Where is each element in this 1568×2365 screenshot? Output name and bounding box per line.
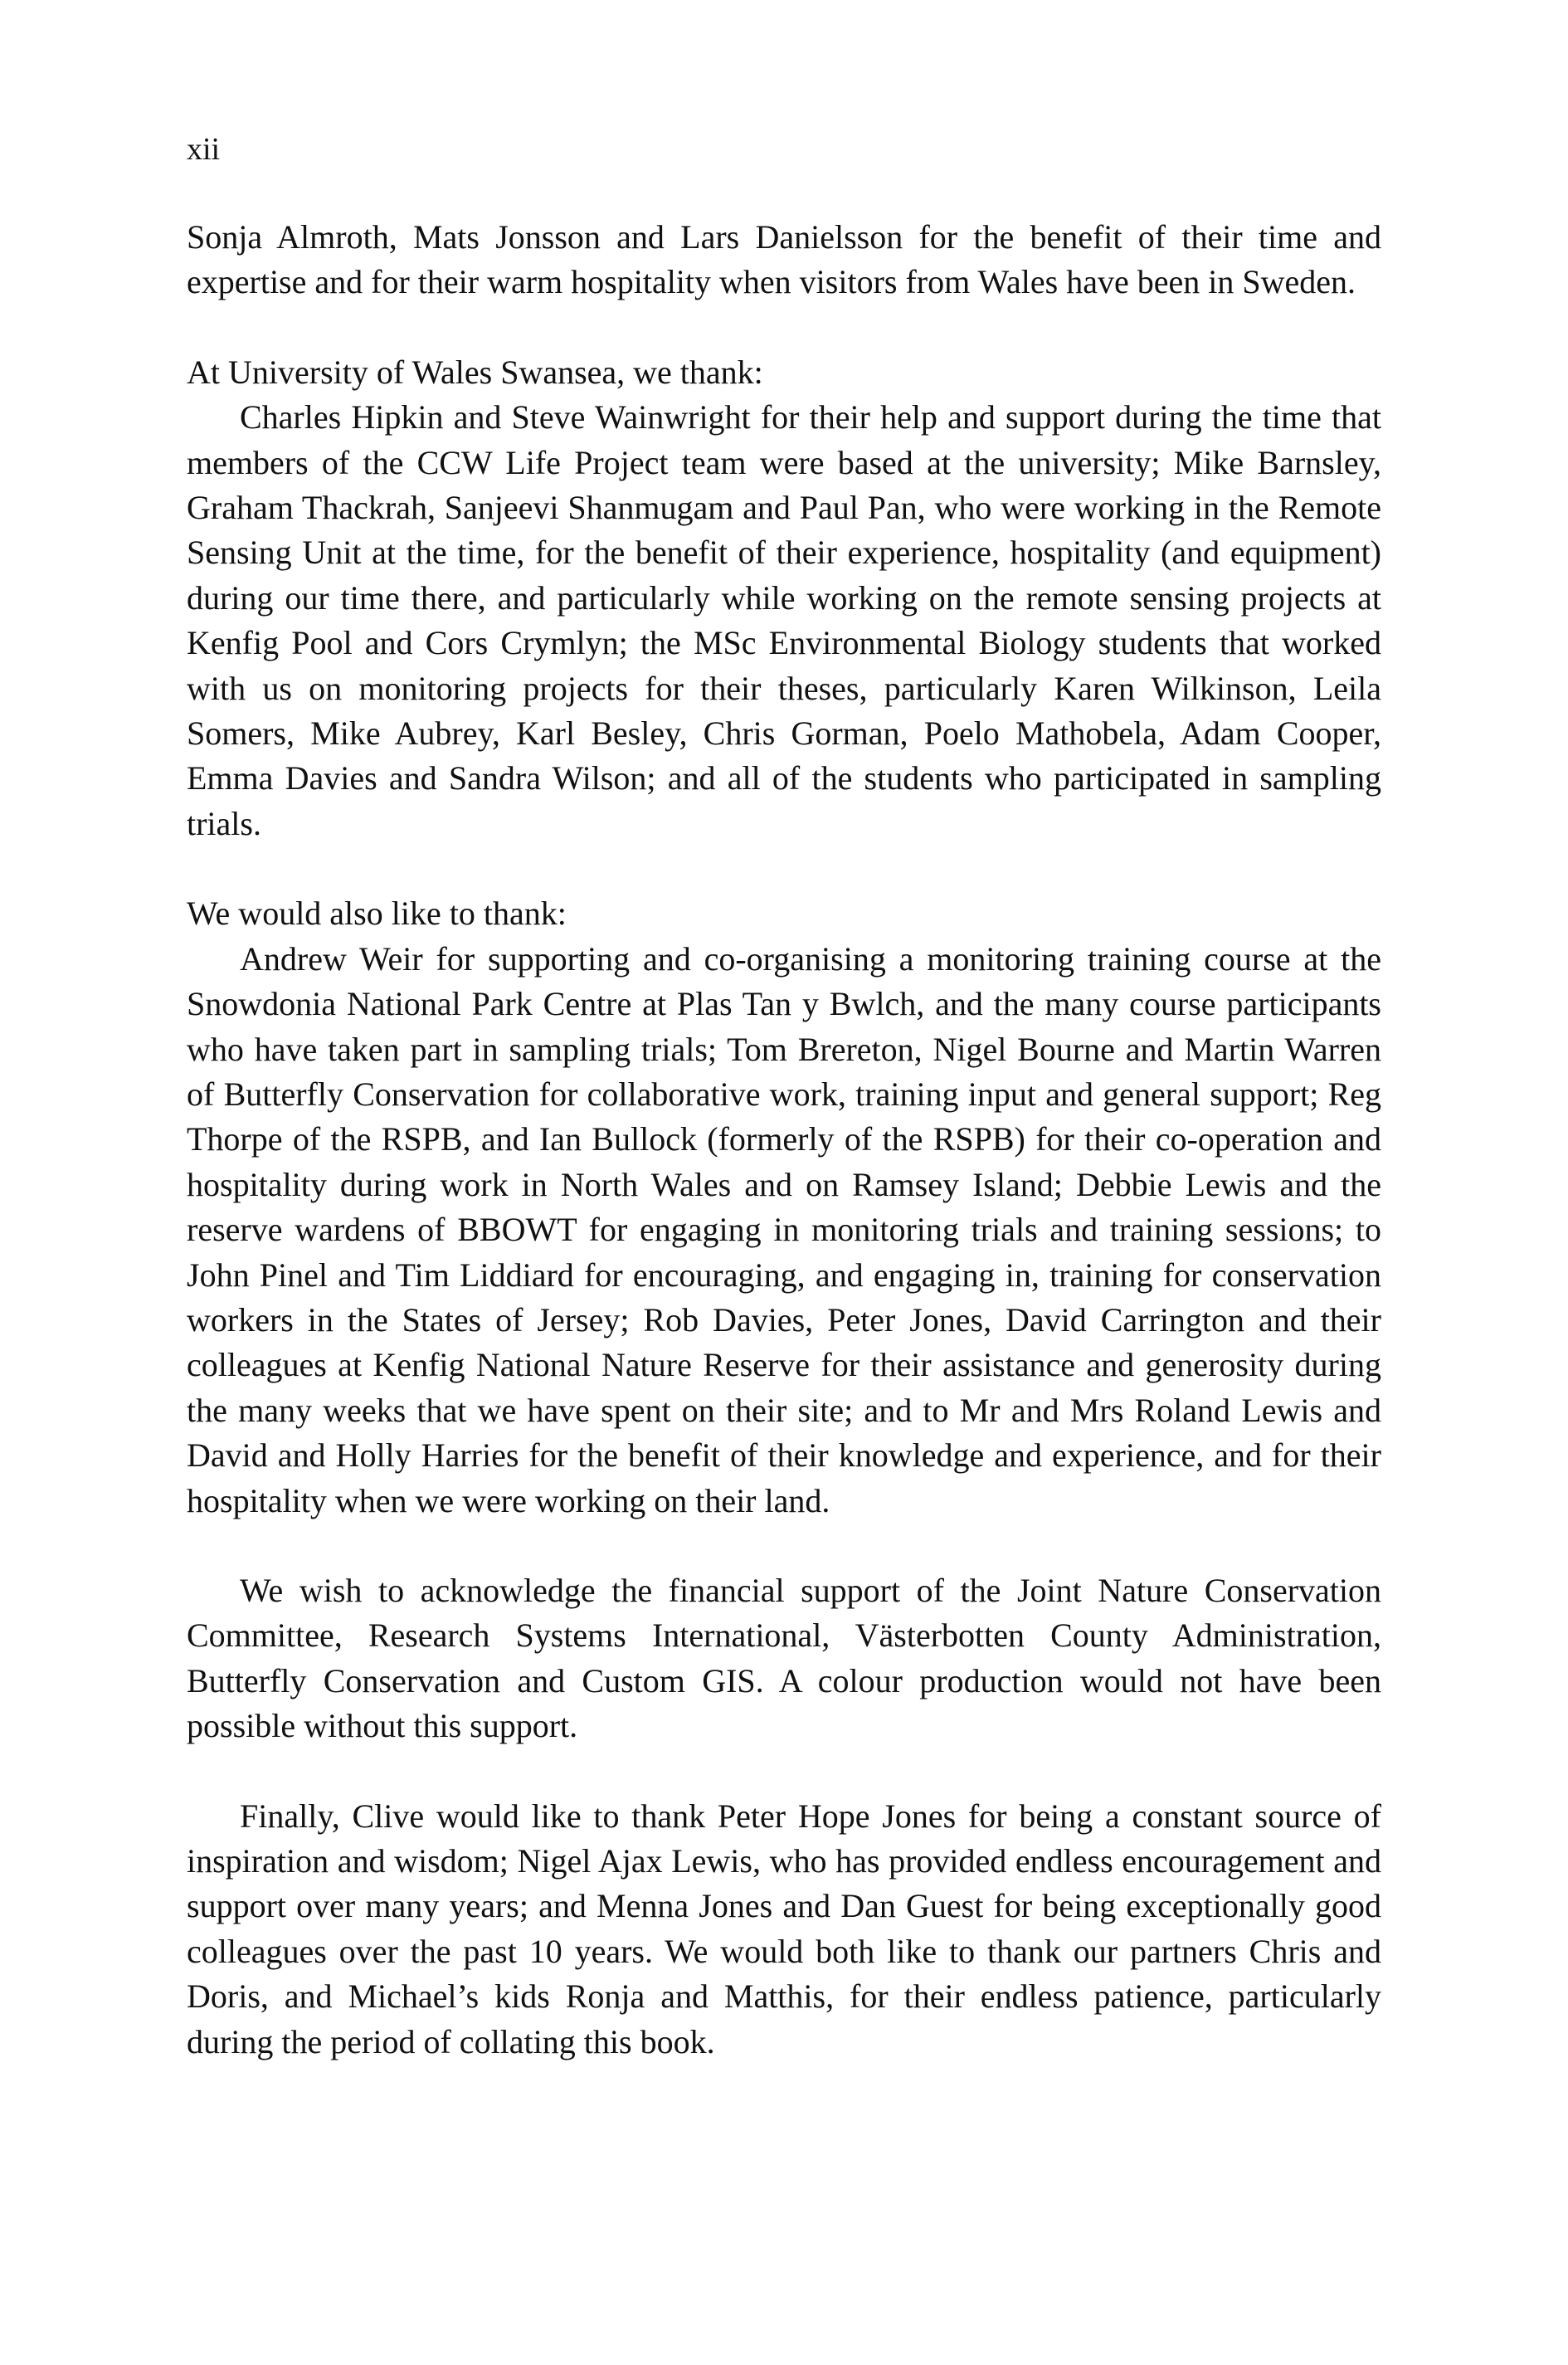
paragraph-swansea-intro: At University of Wales Swansea, we thank: bbox=[187, 353, 763, 391]
paragraph-also-intro: We would also like to thank: bbox=[187, 895, 567, 933]
paragraph-swedish-thanks: Sonja Almroth, Mats Jonsson and Lars Danielsson for the benefit of their time and expertise and for their warm hospitality when visitors from Wales have been in Sweden. bbox=[187, 218, 1381, 301]
paragraph-financial-support: We wish to acknowledge the financial support of the Joint Nature Conservation Committee, Research Systems International, Västerbotten County Administration, Butterfly Conservation and Custom GIS. A colour production would not have been possible without this support. bbox=[187, 1571, 1381, 1745]
paragraph-final-thanks: Finally, Clive would like to thank Peter Hope Jones for being a constant source of inspiration and wisdom; Nigel Ajax Lewis, who has provided endless encouragement and support over many years; and Menna Jones and Dan Guest for being exceptionally good colleagues over the past 10 years. We would both like to thank our partners Chris and Doris, and Michael’s kids Ronja and Matthis, for their endless patience, particularly during the period of collating this book. bbox=[187, 1797, 1381, 2060]
page-number: xii bbox=[187, 132, 221, 167]
acknowledgements-text bbox=[187, 215, 1381, 2065]
paragraph-also-thanks: Andrew Weir for supporting and co-organising a monitoring training course at the Snowdonia National Park Centre at Plas Tan y Bwlch, and the many course participants who have taken part in sampling trials; Tom Brereton, Nigel Bourne and Martin Warren of Butterfly Conservation for collaborative work, training input and general support; Reg Thorpe of the RSPB, and Ian Bullock (formerly of the RSPB) for their co-operation and hospitality during work in North Wales and on Ramsey Island; Debbie Lewis and the reserve wardens of BBOWT for engaging in monitoring trials and training sessions; to John Pinel and Tim Liddiard for encouraging, and engaging in, training for conservation workers in the States of Jersey; Rob Davies, Peter Jones, David Carrington and their colleagues at Kenfig National Nature Reserve for their assistance and generosity during the many weeks that we have spent on their site; and to Mr and Mrs Roland Lewis and David and Holly Harries for the benefit of their knowledge and experience, and for their hospitality when we were working on their land. bbox=[187, 939, 1381, 1519]
paragraph-swansea-thanks: Charles Hipkin and Steve Wainwright for their help and support during the time that members of the CCW Life Project team were based at the university; Mike Barnsley, Graham Thackrah, Sanjeevi Shanmugam and Paul Pan, who were working in the Remote Sensing Unit at the time, for the benefit of their experience, hospitality (and equipment) during our time there, and particularly while working on the remote sensing projects at Kenfig Pool and Cors Crymlyn; the MSc Environmental Biology students that worked with us on monitoring projects for their theses, particularly Karen Wilkinson, Leila Somers, Mike Aubrey, Karl Besley, Chris Gorman, Poelo Mathobela, Adam Cooper, Emma Davies and Sandra Wilson; and all of the students who participated in sampling trials. bbox=[187, 398, 1381, 842]
